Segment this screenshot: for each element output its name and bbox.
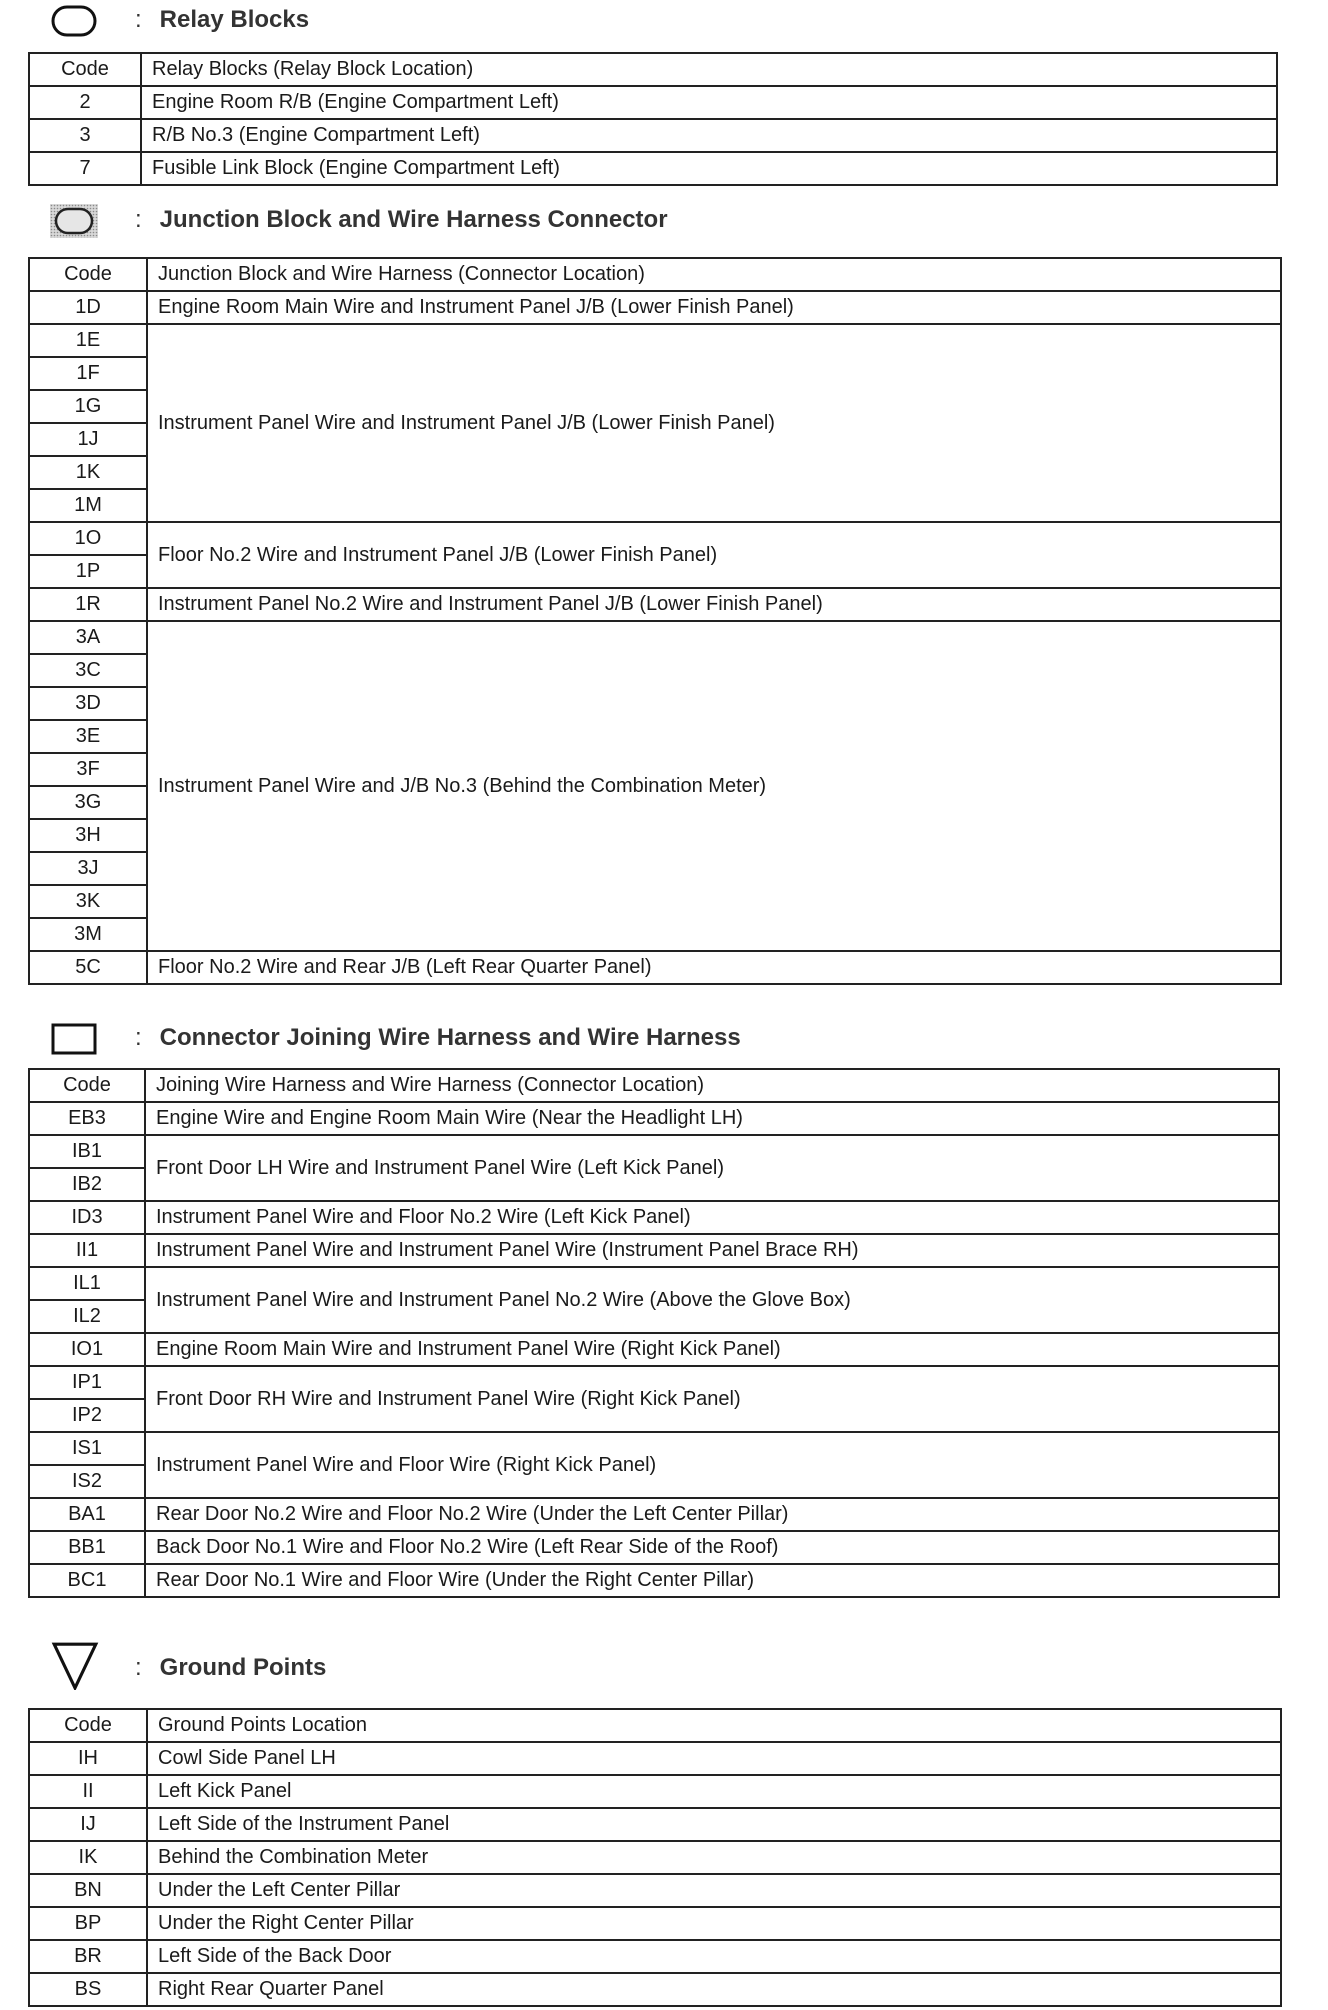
description-cell: Engine Room Main Wire and Instrument Panel J/B (Lower Finish Panel)	[147, 291, 1281, 324]
description-cell: Engine Room Main Wire and Instrument Panel Wire (Right Kick Panel)	[145, 1333, 1279, 1366]
section-title: : Ground Points	[135, 1654, 327, 1681]
table-row	[29, 291, 1281, 324]
code-cell: II1	[29, 1234, 145, 1267]
table-row	[29, 119, 1277, 152]
code-cell: BN	[29, 1874, 147, 1907]
code-cell: 5C	[29, 951, 147, 984]
description-cell: Instrument Panel Wire and Instrument Panel Wire (Instrument Panel Brace RH)	[145, 1234, 1279, 1267]
table-row	[29, 1498, 1279, 1531]
header-description-cell: Ground Points Location	[147, 1709, 1281, 1742]
header-description-cell: Joining Wire Harness and Wire Harness (Connector Location)	[145, 1069, 1279, 1102]
table-row	[29, 1333, 1279, 1366]
description-cell: Instrument Panel Wire and Instrument Panel No.2 Wire (Above the Glove Box)	[145, 1267, 1279, 1333]
code-cell: 3C	[29, 654, 147, 687]
code-cell: IS2	[29, 1465, 145, 1498]
ground-points-header	[0, 1640, 1328, 1696]
code-cell: 1D	[29, 291, 147, 324]
code-cell: 3	[29, 119, 141, 152]
description-cell: Fusible Link Block (Engine Compartment Left)	[141, 152, 1277, 185]
code-cell: 2	[29, 86, 141, 119]
code-cell: IB1	[29, 1135, 145, 1168]
table-row	[29, 588, 1281, 621]
header-description-cell: Junction Block and Wire Harness (Connector Location)	[147, 258, 1281, 291]
description-cell: Instrument Panel Wire and Floor No.2 Wire (Left Kick Panel)	[145, 1201, 1279, 1234]
header-code-cell: Code	[29, 1069, 145, 1102]
table-row	[29, 522, 1281, 555]
code-cell: 1R	[29, 588, 147, 621]
code-cell: 3E	[29, 720, 147, 753]
code-cell: IP1	[29, 1366, 145, 1399]
table-row	[29, 1808, 1281, 1841]
code-cell: II	[29, 1775, 147, 1808]
table-row	[29, 1973, 1281, 2006]
description-cell: Right Rear Quarter Panel	[147, 1973, 1281, 2006]
code-cell: IB2	[29, 1168, 145, 1201]
code-cell: 3H	[29, 819, 147, 852]
code-cell: IH	[29, 1742, 147, 1775]
description-cell: Engine Room R/B (Engine Compartment Left)	[141, 86, 1277, 119]
code-cell: 3A	[29, 621, 147, 654]
code-cell: 1F	[29, 357, 147, 390]
description-cell: Rear Door No.1 Wire and Floor Wire (Under the Right Center Pillar)	[145, 1564, 1279, 1597]
description-cell: Back Door No.1 Wire and Floor No.2 Wire (Left Rear Side of the Roof)	[145, 1531, 1279, 1564]
code-cell: BB1	[29, 1531, 145, 1564]
relay-blocks-header	[0, 0, 1328, 42]
description-cell: Behind the Combination Meter	[147, 1841, 1281, 1874]
code-cell: 3F	[29, 753, 147, 786]
description-cell: Floor No.2 Wire and Rear J/B (Left Rear Quarter Panel)	[147, 951, 1281, 984]
description-cell: R/B No.3 (Engine Compartment Left)	[141, 119, 1277, 152]
code-cell: BP	[29, 1907, 147, 1940]
shaded-oval-icon	[50, 204, 98, 238]
header-code-cell: Code	[29, 1709, 147, 1742]
code-cell: 1P	[29, 555, 147, 588]
table-row	[29, 1432, 1279, 1465]
rounded-oval-outline-icon	[50, 4, 98, 38]
code-cell: IJ	[29, 1808, 147, 1841]
table-header-row	[29, 53, 1277, 86]
description-cell: Front Door LH Wire and Instrument Panel Wire (Left Kick Panel)	[145, 1135, 1279, 1201]
code-cell: 1J	[29, 423, 147, 456]
code-cell: 3G	[29, 786, 147, 819]
code-cell: IL1	[29, 1267, 145, 1300]
description-cell: Left Kick Panel	[147, 1775, 1281, 1808]
connector-joining-header	[0, 1018, 1328, 1060]
relay-blocks-section	[0, 0, 1328, 179]
table-row	[29, 1135, 1279, 1168]
table-row	[29, 1907, 1281, 1940]
description-cell: Instrument Panel Wire and J/B No.3 (Behind the Combination Meter)	[147, 621, 1281, 951]
description-cell: Front Door RH Wire and Instrument Panel Wire (Right Kick Panel)	[145, 1366, 1279, 1432]
section-title: : Connector Joining Wire Harness and Wire Harness	[135, 1024, 741, 1051]
table-row	[29, 152, 1277, 185]
code-cell: 1O	[29, 522, 147, 555]
table-header-row	[29, 1069, 1279, 1102]
table-row	[29, 324, 1281, 357]
table-header-row	[29, 1709, 1281, 1742]
section-title: : Junction Block and Wire Harness Connector	[135, 206, 668, 233]
table-row	[29, 1874, 1281, 1907]
header-description-cell: Relay Blocks (Relay Block Location)	[141, 53, 1277, 86]
table-row	[29, 86, 1277, 119]
code-cell: BR	[29, 1940, 147, 1973]
code-cell: IL2	[29, 1300, 145, 1333]
description-cell: Instrument Panel Wire and Instrument Panel J/B (Lower Finish Panel)	[147, 324, 1281, 522]
table-row	[29, 1775, 1281, 1808]
table-row	[29, 1742, 1281, 1775]
ground-points-table	[28, 1708, 1282, 2007]
ground-points-section	[0, 1640, 1328, 2000]
connector-joining-section	[0, 1018, 1328, 1591]
table-row	[29, 1841, 1281, 1874]
table-row	[29, 1201, 1279, 1234]
header-code-cell: Code	[29, 53, 141, 86]
code-cell: ID3	[29, 1201, 145, 1234]
code-cell: BS	[29, 1973, 147, 2006]
table-row	[29, 1366, 1279, 1399]
code-cell: 3M	[29, 918, 147, 951]
description-cell: Engine Wire and Engine Room Main Wire (Near the Headlight LH)	[145, 1102, 1279, 1135]
code-cell: 1E	[29, 324, 147, 357]
code-cell: IP2	[29, 1399, 145, 1432]
code-cell: 1M	[29, 489, 147, 522]
code-cell: BC1	[29, 1564, 145, 1597]
junction-block-table	[28, 257, 1282, 985]
description-cell: Left Side of the Back Door	[147, 1940, 1281, 1973]
description-cell: Instrument Panel Wire and Floor Wire (Right Kick Panel)	[145, 1432, 1279, 1498]
code-cell: 3D	[29, 687, 147, 720]
connector-joining-table	[28, 1068, 1280, 1598]
table-row	[29, 621, 1281, 654]
table-row	[29, 1564, 1279, 1597]
code-cell: 1G	[29, 390, 147, 423]
table-row	[29, 1940, 1281, 1973]
table-row	[29, 1531, 1279, 1564]
code-cell: BA1	[29, 1498, 145, 1531]
code-cell: IO1	[29, 1333, 145, 1366]
description-cell: Floor No.2 Wire and Instrument Panel J/B (Lower Finish Panel)	[147, 522, 1281, 588]
table-row	[29, 1102, 1279, 1135]
description-cell: Under the Right Center Pillar	[147, 1907, 1281, 1940]
inverted-triangle-icon	[50, 1640, 100, 1690]
description-cell: Instrument Panel No.2 Wire and Instrument Panel J/B (Lower Finish Panel)	[147, 588, 1281, 621]
code-cell: 7	[29, 152, 141, 185]
section-title: : Relay Blocks	[135, 6, 310, 33]
code-cell: 3J	[29, 852, 147, 885]
rectangle-outline-icon	[50, 1022, 98, 1056]
table-row	[29, 951, 1281, 984]
description-cell: Cowl Side Panel LH	[147, 1742, 1281, 1775]
description-cell: Left Side of the Instrument Panel	[147, 1808, 1281, 1841]
junction-block-section	[0, 200, 1328, 978]
code-cell: 1K	[29, 456, 147, 489]
table-row	[29, 1234, 1279, 1267]
table-header-row	[29, 258, 1281, 291]
description-cell: Rear Door No.2 Wire and Floor No.2 Wire (Under the Left Center Pillar)	[145, 1498, 1279, 1531]
code-cell: IS1	[29, 1432, 145, 1465]
code-cell: EB3	[29, 1102, 145, 1135]
header-code-cell: Code	[29, 258, 147, 291]
description-cell: Under the Left Center Pillar	[147, 1874, 1281, 1907]
junction-block-header	[0, 200, 1328, 242]
table-row	[29, 1267, 1279, 1300]
code-cell: IK	[29, 1841, 147, 1874]
code-cell: 3K	[29, 885, 147, 918]
relay-blocks-table	[28, 52, 1278, 186]
